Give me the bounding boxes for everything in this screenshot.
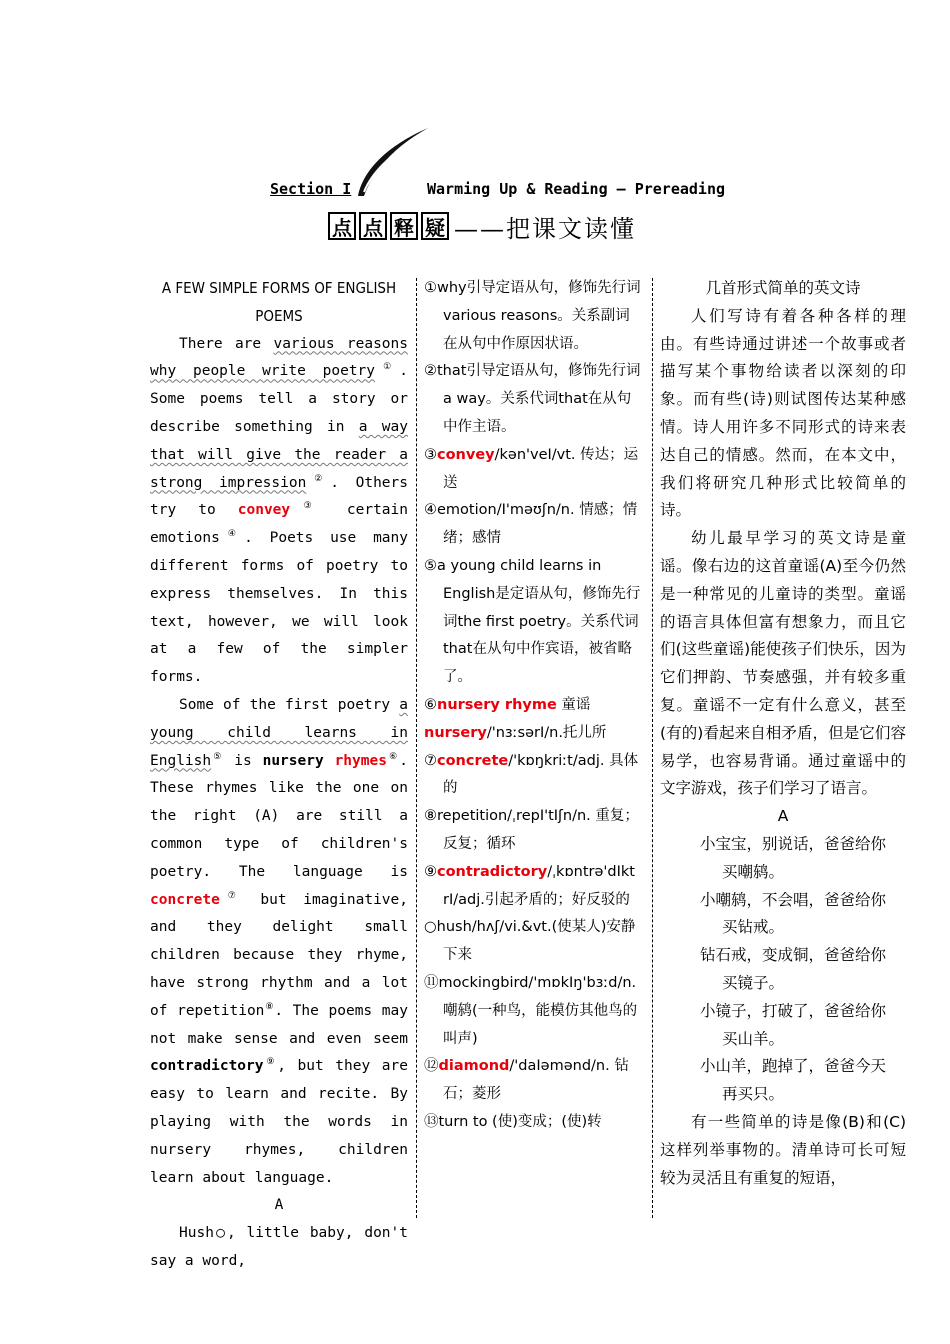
chinese-verse-5a: 小山羊，跑掉了，爸爸今天: [700, 1057, 887, 1076]
chinese-verse-1b: 买嘲鸫。: [722, 862, 785, 881]
chinese-verse-1a: 小宝宝，别说话，爸爸给你: [700, 834, 887, 853]
section-number: Section I: [270, 180, 352, 198]
note-9: ⑨contradictory/ˌkɒntrə'dIkt rI/adj.引起矛盾的；好反驳的: [424, 863, 635, 908]
english-text-column: [150, 275, 408, 1276]
chinese-verse-4b: 买山羊。: [722, 1029, 785, 1048]
note-3: ③convey/kən'veI/vt. 传达；运送: [424, 446, 639, 491]
poem-a-heading: A: [274, 1197, 284, 1214]
section-header: [270, 180, 730, 202]
chinese-paragraph-3: 有一些简单的诗是像(B)和(C)这样列举事物的。清单诗可长可短较为灵活且有重复的短语，: [660, 1112, 906, 1187]
note-2: ②that引导定语从句，修饰先行词a way。关系代词that在从句中作主语。: [424, 363, 641, 435]
chinese-paragraph-1: 人们写诗有着各种各样的理由。有些诗通过讲述一个故事或者描写某个事物给读者以深刻的印象。而有些(诗)则试图传达某种感情。诗人用许多不同形式的诗来表达自己的情感。然而，在本文中，我们将研究几种形式比较简单的诗。: [660, 306, 906, 520]
column-divider-1: [416, 278, 417, 1218]
chinese-poem-a-heading: A: [777, 807, 789, 826]
poem-a-line-1: Hush○, little baby, don't say a word,: [150, 1225, 408, 1269]
chinese-paragraph-2: 幼儿最早学习的英文诗是童谣。像右边的这首童谣(A)至今仍然是一种常见的儿童诗的类型。童谣的语言具体但富有想象力，而且它们(这些童谣)能使孩子们快乐，因为它们押韵、节奏感强，并有较多重复。童谣不一定有什么意义，甚至(有的)看起来自相矛盾，但是它们容易学，也容易背诵。通过童谣中的文字游戏，孩子们学习了语言。: [660, 529, 906, 798]
english-paragraph-2: Some of the first poetry a young child learns in English⑤ is nursery rhymes⑥. These rhymes like the one on the right (A) are still a common type of children's poetry. The language is concrete⑦ but imaginative, and they delight small children because they rhyme, have strong rhythm and a lot of repetition⑧. The poems may not make sense and even seem contradictory⑨, but they are easy to learn and recite. By playing with the words in nursery rhymes, children learn about language.: [150, 696, 408, 1186]
note-11: ⑪mockingbird/'mɒkIŋ'bɜːd/n.嘲鸫(一种鸟，能模仿其他鸟的叫声): [424, 974, 638, 1047]
vocab-concrete: concrete: [150, 891, 220, 908]
chinese-verse-5b: 再买只。: [722, 1085, 785, 1104]
note-6: ⑥nursery rhyme 童谣: [424, 696, 591, 713]
note-6b: nursery/'nɜːsərI/n.托儿所: [424, 724, 607, 741]
chinese-verse-2a: 小嘲鸫，不会唱，爸爸给你: [700, 890, 887, 909]
chinese-verse-2b: 买钻戒。: [722, 918, 785, 937]
english-paragraph-1: There are various reasons why people write poetry①. Some poems tell a story or describe something in a way that will give the reader a strong impression②. Others try to convey③ certain emotions④. Poets use many different forms of poetry to express themselves. In this text, however, we will look at a few of the simpler forms.: [150, 335, 408, 686]
chinese-verse-3b: 买镜子。: [722, 973, 785, 992]
english-title: A FEW SIMPLE FORMS OF ENGLISH POEMS: [161, 279, 397, 325]
banner-box-1: 点: [328, 212, 356, 240]
vocab-convey: convey: [237, 502, 291, 519]
note-1: ①why引导定语从句，修饰先行词various reasons。关系副词在从句中作原因状语。: [424, 280, 641, 352]
note-4: ④emotion/I'məʊʃn/n. 情感；情绪；感情: [424, 502, 638, 547]
note-13: ⑬turn to (使)变成；(使)转: [424, 1113, 602, 1130]
note-8: ⑧repetition/ˌrepI'tIʃn/n. 重复；反复；循环: [424, 808, 639, 852]
banner-heading: [328, 210, 636, 242]
notes-column: [424, 275, 644, 1137]
vocab-contradictory: contradictory: [150, 1058, 264, 1075]
section-title: Warming Up & Reading — Prereading: [427, 180, 726, 198]
chinese-verse-4a: 小镜子，打破了，爸爸给你: [700, 1001, 887, 1020]
chinese-title: 几首形式简单的英文诗: [705, 279, 861, 297]
banner-subtitle: ——把课文读懂: [454, 214, 636, 243]
note-12: ⑫diamond/'daIəmənd/n. 钻石；菱形: [424, 1058, 629, 1103]
banner-box-2: 点: [359, 212, 387, 240]
vocab-rhymes: rhymes: [334, 752, 387, 769]
chinese-verse-3a: 钻石戒，变成铜，爸爸给你: [700, 946, 887, 965]
column-divider-2: [652, 278, 653, 1218]
banner-box-4: 疑: [421, 212, 449, 240]
note-10: ○hush/hʌʃ/vi.&vt.(使某人)安静下来: [424, 919, 636, 964]
note-7: ⑦concrete/'kɒŋkriːt/adj. 具体的: [424, 752, 639, 797]
banner-box-3: 释: [390, 212, 418, 240]
chinese-translation-column: [660, 275, 906, 1192]
note-5: ⑤a young child learns in English是定语从句，修饰先行词the first poetry。关系代词that在从句中作宾语，被省略了。: [424, 557, 641, 686]
